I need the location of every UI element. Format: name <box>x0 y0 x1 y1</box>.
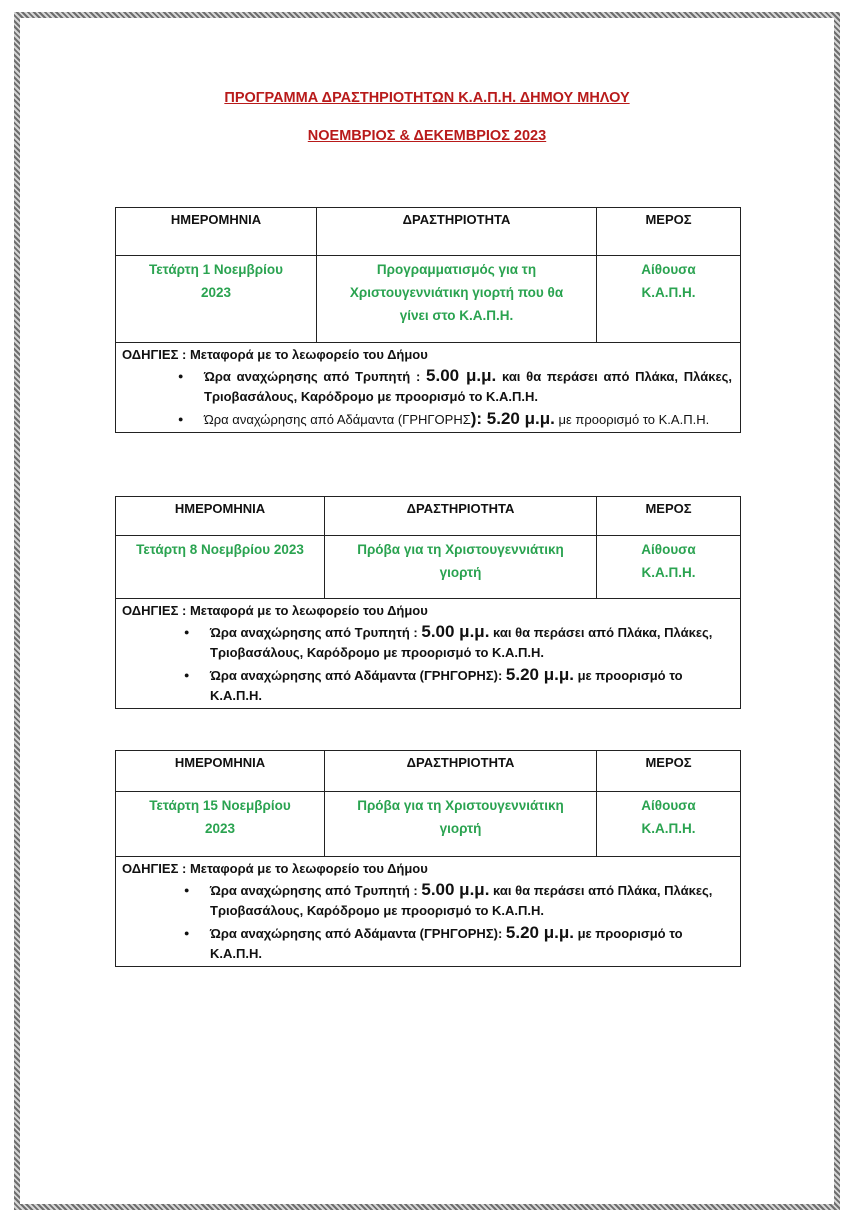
departure-label: Ώρα αναχώρησης από Αδάμαντα (ΓΡΗΓΟΡΗΣ): <box>210 668 506 683</box>
route-text: με προορισμό το Κ.Α.Π.Η. <box>554 412 710 427</box>
list-item <box>210 880 732 921</box>
instructions-intro: ΟΔΗΓΙΕΣ : Μεταφορά με το λεωφορείο του Δήμου <box>122 861 428 876</box>
event-place: Αίθουσα Κ.Α.Π.Η. <box>641 542 696 580</box>
instructions-block <box>116 343 740 432</box>
event-table-1 <box>115 207 741 433</box>
instructions-list <box>122 622 732 706</box>
departure-time: 5.00 μ.μ. <box>421 622 490 641</box>
header-place: ΜΕΡΟΣ <box>645 501 692 516</box>
route-text: και θα περάσει από Πλάκα, Πλάκες, Τριοβασάλους, Καρόδρομο με προορισμό το Κ.Α.Π.Η. <box>204 369 732 404</box>
event-date: Τετάρτη 8 Νοεμβρίου 2023 <box>116 536 325 598</box>
table-row <box>116 256 740 343</box>
header-activity: ΔΡΑΣΤΗΡΙΟΤΗΤΑ <box>325 751 597 791</box>
event-table-2 <box>115 496 741 709</box>
event-activity: Πρόβα για τη Χριστουγεννιάτικη γιορτή <box>325 536 597 598</box>
document-title: ΠΡΟΓΡΑΜΜΑ ΔΡΑΣΤΗΡΙΟΤΗΤΩΝ Κ.Α.Π.Η. ΔΗΜΟΥ ΜΗΛΟΥ <box>224 90 630 106</box>
header-activity: ΔΡΑΣΤΗΡΙΟΤΗΤΑ <box>325 497 597 535</box>
departure-label: Ώρα αναχώρησης από Τρυπητή : <box>204 369 427 384</box>
route-text: με προορισμό το Κ.Α.Π.Η. <box>210 926 683 961</box>
instructions-list <box>122 366 732 430</box>
table-row <box>116 536 740 599</box>
departure-time: 5.20 μ.μ. <box>505 923 574 942</box>
route-text: και θα περάσει από Πλάκα, Πλάκες, Τριοβασάλους, Καρόδρομο με προορισμό το Κ.Α.Π.Η. <box>210 625 713 660</box>
header-date: ΗΜΕΡΟΜΗΝΙΑ <box>116 497 325 535</box>
departure-label: Ώρα αναχώρησης από Τρυπητή : <box>210 883 422 898</box>
route-text: και θα περάσει από Πλάκα, Πλάκες, Τριοβασάλους, Καρόδρομο με προορισμό το Κ.Α.Π.Η. <box>210 883 713 918</box>
departure-time: ): 5.20 μ.μ. <box>470 409 555 428</box>
header-activity: ΔΡΑΣΤΗΡΙΟΤΗΤΑ <box>317 208 597 255</box>
event-table-3 <box>115 750 741 967</box>
route-text: με προορισμό το Κ.Α.Π.Η. <box>210 668 683 703</box>
instructions-intro: ΟΔΗΓΙΕΣ : Μεταφορά με το λεωφορείο του Δήμου <box>122 347 428 362</box>
list-item <box>204 366 732 407</box>
departure-time: 5.20 μ.μ. <box>505 665 574 684</box>
departure-time: 5.00 μ.μ. <box>421 880 490 899</box>
instructions-intro: ΟΔΗΓΙΕΣ : Μεταφορά με το λεωφορείο του Δήμου <box>122 603 428 618</box>
departure-time: 5.00 μ.μ. <box>426 366 497 385</box>
instructions-list <box>122 880 732 964</box>
header-date: ΗΜΕΡΟΜΗΝΙΑ <box>116 751 325 791</box>
departure-label: Ώρα αναχώρησης από Τρυπητή : <box>210 625 422 640</box>
document-header <box>0 90 854 144</box>
departure-label: Ώρα αναχώρησης από Αδάμαντα (ΓΡΗΓΟΡΗΣ <box>204 412 471 427</box>
header-date: ΗΜΕΡΟΜΗΝΙΑ <box>116 208 317 255</box>
table-header-row <box>116 497 740 536</box>
event-place: Αίθουσα Κ.Α.Π.Η. <box>641 262 696 300</box>
document-subtitle: ΝΟΕΜΒΡΙΟΣ & ΔΕΚΕΜΒΡΙΟΣ 2023 <box>307 128 547 144</box>
table-row <box>116 792 740 857</box>
header-place: ΜΕΡΟΣ <box>645 212 692 227</box>
instructions-block <box>116 599 740 708</box>
list-item <box>210 665 732 706</box>
event-date: Τετάρτη 1 Νοεμβρίου 2023 <box>116 256 317 342</box>
table-header-row <box>116 208 740 256</box>
header-place: ΜΕΡΟΣ <box>645 755 692 770</box>
instructions-block <box>116 857 740 966</box>
event-activity: Προγραμματισμός για τη Χριστουγεννιάτικη γιορτή που θα γίνει στο Κ.Α.Π.Η. <box>317 256 597 342</box>
event-date: Τετάρτη 15 Νοεμβρίου 2023 <box>116 792 325 856</box>
list-item <box>210 923 732 964</box>
list-item <box>204 409 732 430</box>
table-header-row <box>116 751 740 792</box>
event-place: Αίθουσα Κ.Α.Π.Η. <box>641 798 696 836</box>
departure-label: Ώρα αναχώρησης από Αδάμαντα (ΓΡΗΓΟΡΗΣ): <box>210 926 506 941</box>
event-activity: Πρόβα για τη Χριστουγεννιάτικη γιορτή <box>325 792 597 856</box>
list-item <box>210 622 732 663</box>
